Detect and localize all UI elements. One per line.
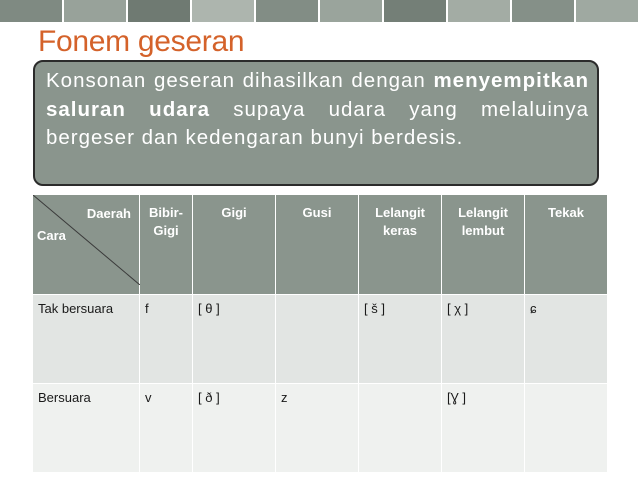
top-bar-segment xyxy=(0,0,62,22)
table-header-row xyxy=(33,195,608,295)
top-bar-segment xyxy=(384,0,446,22)
table-cell xyxy=(359,384,442,473)
table-row xyxy=(33,384,608,473)
table-row xyxy=(33,295,608,384)
table-cell xyxy=(525,384,608,473)
top-bar-segment xyxy=(448,0,510,22)
table-cell: [ š ] xyxy=(359,295,442,384)
top-bar-segment xyxy=(128,0,190,22)
corner-label-cara: Cara xyxy=(37,228,66,243)
callout-emphasis: menyempitkan saluran udara xyxy=(46,69,589,121)
table-cell: f xyxy=(140,295,193,384)
column-header: Gusi xyxy=(276,195,359,295)
table-cell: z xyxy=(276,384,359,473)
column-header: Gigi xyxy=(193,195,276,295)
table-cell: [Ɣ ] xyxy=(442,384,525,473)
callout-text: Konsonan geseran dihasilkan dengan xyxy=(46,69,434,92)
top-bar-segment xyxy=(576,0,638,22)
top-bar-segment xyxy=(320,0,382,22)
top-decor-bar xyxy=(0,0,638,22)
top-bar-segment xyxy=(192,0,254,22)
column-header: Lelangit keras xyxy=(359,195,442,295)
table-cell: [ ð ] xyxy=(193,384,276,473)
definition-callout xyxy=(33,60,599,186)
table-cell: ɕ xyxy=(525,295,608,384)
column-header: Lelangit lembut xyxy=(442,195,525,295)
table-cell: [ θ ] xyxy=(193,295,276,384)
table-cell xyxy=(276,295,359,384)
top-bar-segment xyxy=(512,0,574,22)
corner-label-daerah: Daerah xyxy=(86,206,131,221)
slide-title: Fonem geseran xyxy=(38,25,245,58)
row-label: Bersuara xyxy=(33,384,140,473)
table-cell: [ χ ] xyxy=(442,295,525,384)
callout-text: supaya udara yang melaluinya bergeser dan kedengaran bunyi berdesis. xyxy=(46,97,589,149)
table-corner-cell xyxy=(33,195,140,295)
fricative-table xyxy=(32,195,608,473)
top-bar-segment xyxy=(256,0,318,22)
row-label: Tak bersuara xyxy=(33,295,140,384)
column-header: Bibir-Gigi xyxy=(140,195,193,295)
table-cell: v xyxy=(140,384,193,473)
column-header: Tekak xyxy=(525,195,608,295)
top-bar-segment xyxy=(64,0,126,22)
